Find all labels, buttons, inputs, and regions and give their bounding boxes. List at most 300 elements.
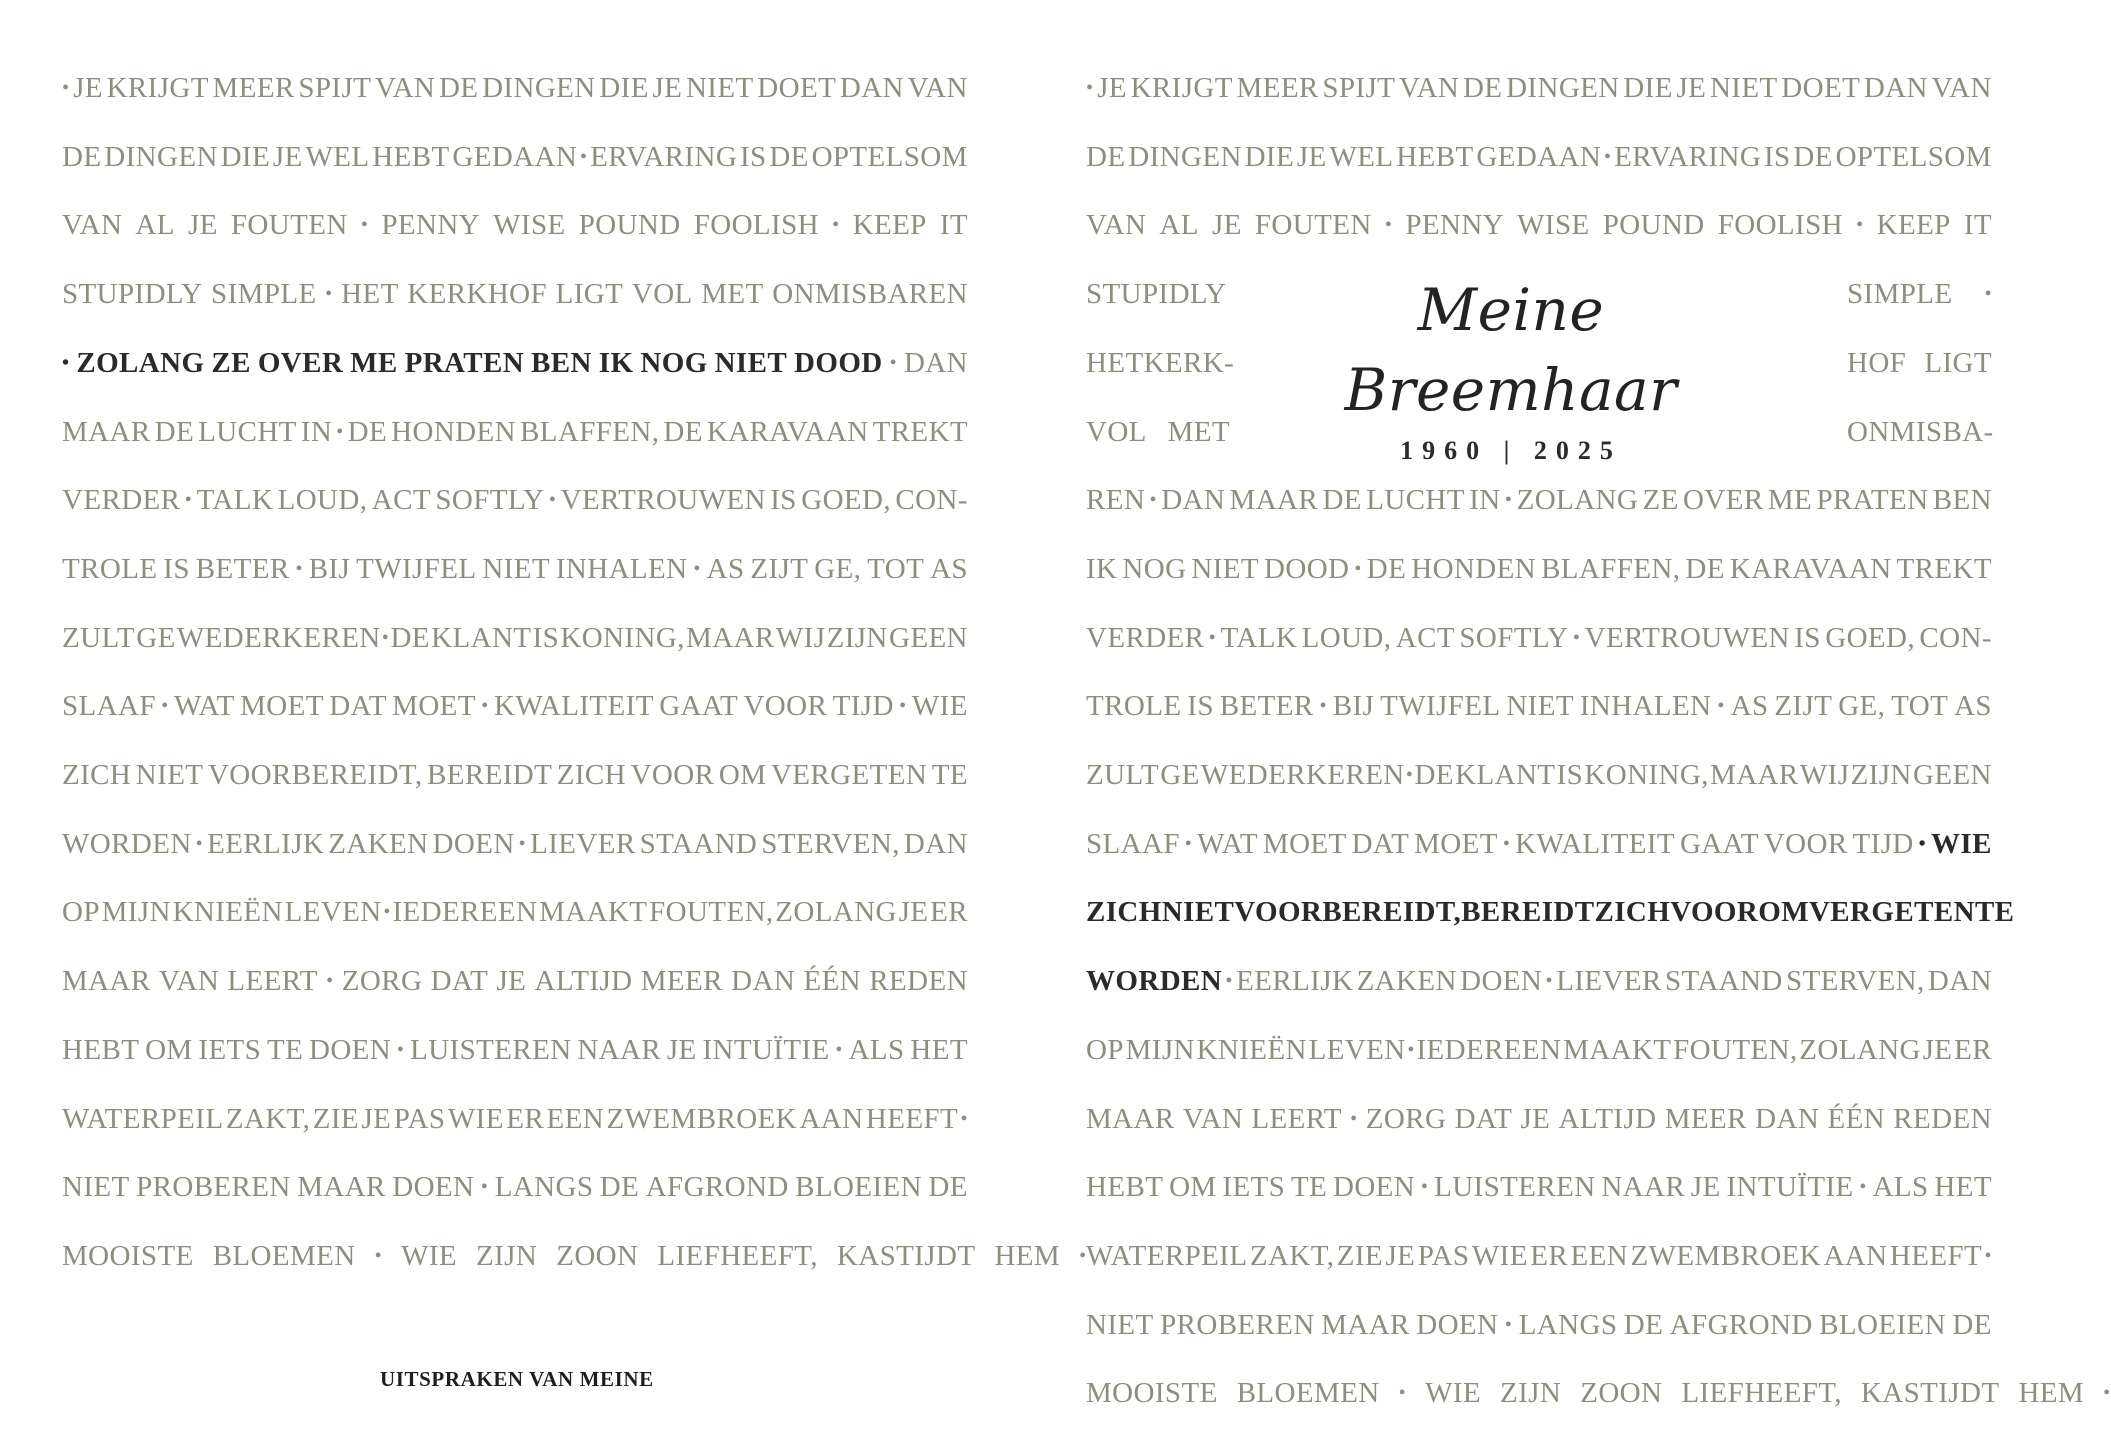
separator-bullet: • [1604,145,1612,168]
quote-line [1086,618,1992,658]
quote-word: DE [599,1171,640,1204]
quote-word: IT [939,209,968,242]
quote-line [1086,1167,1992,1207]
quote-word: FOUTEN, [1673,1033,1798,1066]
quote-word: ZWEMBROEK [606,1102,798,1135]
quote-line [62,1167,968,1207]
quote-line [62,412,968,452]
quote-word: DE [1793,140,1833,173]
separator-bullet: • [548,489,557,512]
quote-word: IEDEREEN [392,896,538,929]
quote-word: WATERPEIL [1086,1239,1248,1272]
quote-word: FOOLISH [693,209,819,242]
quote-word: ME [1767,484,1813,517]
quote-line [1086,205,1992,245]
quote-word: WEDERKEREN [1200,759,1405,791]
quote-word: KEEP [852,209,927,242]
quote-word: ZIE [1336,1239,1384,1272]
quote-word: OVER [1683,484,1764,517]
quote-word: ZOON [1580,1377,1663,1410]
quote-word: WORDEN [1086,965,1223,998]
separator-bullet: • [518,832,527,855]
quote-word: FOUTEN [230,209,348,242]
quote-word: FOOLISH [1717,209,1843,242]
quote-word: DE [1623,1308,1664,1341]
quote-word: IS [1763,140,1791,173]
quote-word: MAAKT [539,896,648,929]
quote-word: JE [666,1033,697,1066]
quote-word: GAAT [1679,827,1759,860]
quote-word: ZULT [62,621,136,654]
quote-word: JE [1097,72,1127,104]
quote-word: LOUD, [1301,621,1392,654]
quote-word: VOOR [1763,827,1848,860]
quote-word: KERKHOF [407,278,548,311]
quote-word: KNIEËN [172,896,283,929]
quote-word: ER [930,896,968,929]
quote-word: HONDEN [391,415,516,448]
quote-word: OP [62,896,100,929]
quote-line [1086,1305,1992,1345]
quote-word: WIE [1931,827,1992,860]
quote-word: MAAR [686,621,775,654]
quote-word: SOFTLY [435,484,545,517]
quote-word: WIE [401,1239,458,1272]
quote-line [62,961,968,1001]
quote-word: DE [62,140,102,173]
quote-word: MOET [1262,827,1347,860]
quote-word: DINGEN [482,72,596,104]
quote-word: STERVEN, [1786,965,1925,998]
quote-word: HEM [994,1239,1061,1272]
quote-word: STUPIDLY [62,278,203,311]
separator-bullet: • [161,695,169,718]
quote-line [1086,961,1992,1001]
quote-line [1086,755,1992,795]
quote-word: HET [341,278,399,311]
separator-bullet: • [184,489,193,512]
quote-word: DAT [1454,1102,1513,1135]
separator-bullet: • [1717,695,1725,718]
quote-word: ZICH [1086,896,1162,929]
quote-word: ZAKT, [225,1102,311,1135]
quote-word: DE [663,415,703,448]
quote-word: ZOLANG [1799,1033,1921,1066]
quote-word: LIGT [1924,346,1992,379]
quote-word: PROBEREN [136,1171,291,1204]
quote-word: GOED, [1825,621,1916,654]
quote-word: HOF [1847,346,1907,379]
quote-word: MEER [1664,1102,1747,1135]
quote-word: IS [1187,690,1214,723]
quote-word: DAN [839,72,904,104]
quote-word: KASTIJDT [1860,1377,2000,1410]
quote-word: WIE [911,690,968,723]
quote-word: GEDAAN [1476,140,1602,173]
quote-word: ZOLANG [76,346,205,379]
quote-word: IT [1963,209,1992,242]
quote-word: KNIEËN [1196,1033,1307,1066]
separator-bullet: • [889,351,897,374]
quote-word: POUND [578,209,681,242]
quote-word: VERDER [62,484,181,517]
quote-line [1086,824,1992,864]
quote-word: LUISTEREN [410,1033,572,1066]
quote-word: EEN [1570,1239,1629,1272]
quote-word: TWIJFEL [356,552,477,585]
quote-word: DOEN [308,1033,392,1066]
quote-word: INHALEN [1579,690,1712,723]
quote-word: ALS [1872,1171,1929,1204]
quote-word: JE [496,965,527,998]
quote-word: LEVEN [1308,1033,1406,1066]
quote-word: ÉÉN [1827,1102,1886,1135]
quote-word: OPTELSOM [811,140,968,173]
quote-word: SPIJT [1322,72,1396,104]
quote-word: HEBT [62,1033,140,1066]
quote-word: AL [1159,209,1199,242]
quote-word: LUISTEREN [1434,1171,1596,1204]
quote-word: TE [266,1033,304,1066]
quote-line [62,137,968,177]
quote-word: DOEN [1460,965,1543,998]
quote-word: VAN [62,209,123,242]
quote-word: TREKT [872,415,968,448]
quote-word: NOG [640,346,708,379]
quote-word: PRATEN [1816,484,1929,517]
quote-word: VAN [1398,72,1460,104]
separator-bullet: • [899,695,907,718]
separator-bullet: • [195,832,204,855]
quote-word: JE [1922,1033,1953,1066]
quote-word: CON- [895,484,968,517]
quote-line [62,755,968,795]
separator-bullet: • [1319,695,1327,718]
quote-word: JE [1385,1239,1416,1272]
quote-word: DOEN [432,827,515,860]
quote-word: FOUTEN, [649,896,774,929]
separator-bullet: • [693,557,701,580]
separator-bullet: • [336,420,344,443]
quote-word: IS [1556,759,1584,791]
quote-word: HET [910,1033,968,1066]
quote-line [1086,1030,1992,1070]
quote-word: IN [300,415,333,448]
quote-word: INHALEN [555,552,688,585]
quote-word: PAS [1417,1239,1470,1272]
separator-bullet: • [1350,1107,1358,1130]
quote-word: DE [1685,552,1725,585]
quote-word: SOFTLY [1459,621,1569,654]
separator-bullet: • [580,145,588,168]
quote-word: MOOISTE [1086,1377,1218,1410]
quote-word: WIE [447,1102,504,1135]
quote-line [1086,480,1992,520]
quote-word: BLAFFEN, [520,415,660,448]
quote-word: LIGT [555,278,624,311]
quote-word: BLOEMEN [212,1239,356,1272]
quote-word: JE [652,72,683,104]
quote-word: LEVEN [284,896,382,929]
quote-word: TOT [867,552,925,585]
quote-word: INTUÏTIE [702,1033,830,1066]
quote-word: NOG [1122,552,1187,585]
quote-word: DIE [1244,140,1295,173]
quote-word: GE [136,621,176,654]
quote-line [62,1099,968,1139]
quote-word: AS [1954,690,1992,723]
quote-word: LANGS [494,1171,594,1204]
quote-line [1086,343,1235,383]
quote-word: ZIE [312,1102,360,1135]
separator-bullet: • [481,695,489,718]
quote-word: JE [1690,1171,1721,1204]
quote-line [1847,412,1992,452]
quote-word: OVER [257,346,344,379]
memorial-title-block [1252,270,1770,466]
quote-word: ACT [1395,621,1455,654]
separator-bullet: • [1079,1244,1087,1267]
quote-word: ZIJN [826,621,888,654]
quote-word: SIMPLE [1847,278,1953,311]
quote-word: DE [1414,759,1454,791]
separator-bullet: • [62,77,70,99]
quote-word: AFGROND [1669,1308,1813,1341]
quote-word: DINGEN [104,140,218,173]
quote-word: EERLIJK [207,827,325,860]
quote-word: IETS [198,1033,262,1066]
quote-word: WIJ [775,621,826,654]
quote-line [62,549,968,589]
separator-bullet: • [360,214,369,237]
quote-word: DE [390,621,430,654]
separator-bullet: • [1184,832,1193,855]
separator-bullet: • [480,1176,489,1199]
quote-word: JE [187,209,218,242]
quote-word: TE [931,759,968,791]
quote-word: ZICH [62,759,132,791]
quote-word: ZICH [556,759,627,791]
quote-word: ALTIJD [1558,1102,1657,1135]
quote-word: ZULT [1086,759,1160,791]
quote-line [1086,1099,1992,1139]
quote-word: DOOD [1264,552,1350,585]
separator-bullet: • [1398,1382,1407,1405]
quote-word: VOL [631,278,693,311]
separator-bullet: • [381,626,390,649]
separator-bullet: • [1856,214,1864,237]
quote-word: NIET [482,552,550,585]
quote-word: DIE [599,72,649,104]
quote-word: ZORG [1365,1102,1447,1135]
separator-bullet: • [1405,764,1414,786]
quote-word: GEEN [888,621,968,654]
footer-title: UITSPRAKEN VAN MEINE [380,1367,654,1391]
quote-word: KONING, [560,621,685,654]
quote-word: NIET [135,759,204,791]
quote-word: MAAR [1229,484,1319,517]
quote-word: KLANT [1455,759,1556,791]
quote-word: DAN [1161,484,1226,517]
quote-word: KARAVAAN [706,415,869,448]
quote-word: JE [1211,209,1242,242]
quote-word: STUPIDLY [1086,278,1227,311]
separator-bullet: • [396,1038,405,1061]
quote-word: IS [532,621,560,654]
quote-word: IS [163,552,190,585]
separator-bullet: • [1208,626,1217,649]
quote-line [62,274,968,314]
quote-word: BETER [1219,690,1314,723]
quote-word: OM [1169,1171,1217,1204]
quote-word: VAN [374,72,436,104]
quote-line [1086,274,1230,314]
quote-line [1086,68,1992,108]
quote-word: JE [272,140,303,173]
quote-line [1086,1373,2111,1413]
quote-word: WAT [173,690,235,723]
separator-bullet: • [325,283,333,306]
quote-line [62,1030,968,1070]
quote-word: ZIJN [1500,1377,1562,1410]
quote-line [62,892,968,932]
quote-word: TROLE [62,552,158,585]
quote-word: FOUTEN [1254,209,1372,242]
quote-word: REDEN [869,965,968,998]
separator-bullet: • [62,351,70,374]
separator-bullet: • [1149,489,1157,512]
quote-word: BEN [531,346,592,379]
separator-bullet: • [1859,1176,1867,1199]
quote-word: GEEN [1912,759,1992,791]
quote-line [62,68,968,108]
quote-word: TREKT [1896,552,1992,585]
quote-word: DE [1322,484,1362,517]
quote-word: HET [1086,346,1144,379]
quote-word: VERTROUWEN [1584,621,1790,654]
separator-bullet: • [1572,626,1581,649]
quote-word: MET [701,278,764,311]
separator-bullet: • [1225,970,1233,993]
quote-word: ONMISBAREN [772,278,968,311]
quote-word: ZIJT [1774,690,1833,723]
quote-word: NIET [1161,896,1235,929]
quote-word: DAN [903,827,968,860]
separator-bullet: • [2103,1382,2111,1405]
quote-word: NIET [1709,72,1778,104]
quote-word: BIJ [1332,690,1375,723]
quote-word: DINGEN [1128,140,1242,173]
quote-word: BEREIDT [1461,896,1595,929]
quote-word: NIET [714,346,788,379]
quote-word: KWALITEIT [1515,827,1675,860]
quote-word: JE [898,896,929,929]
quote-word: WISE [493,209,566,242]
separator-bullet: • [1984,283,1992,306]
quote-word: DOET [757,72,837,104]
quote-word: ZICH [1594,896,1671,929]
quote-word: REN [1086,484,1146,517]
quote-word: JE [1676,72,1707,104]
quote-word: DE [928,1171,968,1204]
quote-word: NAAR [577,1033,662,1066]
quote-word: STERVEN, [761,827,900,860]
quote-word: PAS [393,1102,446,1135]
quote-word: BEREIDT [427,759,553,791]
quote-word: MAAR [1086,1102,1175,1135]
quote-word: LIEFHEEFT, [657,1239,818,1272]
right-page [1024,0,2111,1448]
separator-bullet: • [295,557,303,580]
quote-word: ERVARING [590,140,738,173]
quote-word: KARAVAAN [1729,552,1892,585]
quote-word: LIEFHEEFT, [1681,1377,1842,1410]
quote-word: DE [1086,140,1126,173]
quote-word: STAAND [1665,965,1783,998]
quote-word: VOORBEREIDT, [1234,896,1462,929]
quote-word: ZIJT [750,552,809,585]
quote-word: HEEFT [865,1102,959,1135]
quote-word: ER [1530,1239,1569,1272]
quote-word: ZAKT, [1249,1239,1335,1272]
quote-word: GE, [814,552,862,585]
quote-word: DAT [1351,827,1410,860]
quote-word: OPTELSOM [1835,140,1992,173]
quote-line [1086,549,1992,589]
quote-word: ONMISBA- [1847,415,1994,448]
quote-line [1847,274,1992,314]
quote-word: WORDEN [62,827,192,860]
quote-line [1086,892,2015,932]
quote-word: ER [1954,1033,1992,1066]
quote-word: BEN [1932,484,1992,517]
quote-word: MOET [392,690,476,723]
quote-word: EEN [546,1102,605,1135]
quote-word: MAAR [1710,759,1799,791]
quote-word: TROLE [1086,690,1182,723]
quote-word: PENNY [1405,209,1504,242]
quote-word: TE [1290,1171,1328,1204]
quote-word: MAAR [297,1171,386,1204]
quote-word: DAN [1863,72,1928,104]
quote-word: BLAFFEN, [1541,552,1681,585]
quote-word: AS [706,552,745,585]
quote-line [1086,137,1992,177]
quote-line [62,205,968,245]
quote-word: DAN [1927,965,1992,998]
quote-word: VOORBEREIDT, [207,759,423,791]
quote-word: NIET [685,72,754,104]
separator-bullet: • [960,1107,968,1130]
quote-word: DAT [329,690,387,723]
quote-word: ZE [211,346,251,379]
quote-word: NIET [1506,690,1574,723]
quote-word: GOED, [801,484,892,517]
quote-word: ZIJN [1850,759,1912,791]
quote-word: DOET [1781,72,1861,104]
quote-word: KRIJGT [1130,72,1233,104]
quote-word: BLOEIEN [1819,1308,1946,1341]
quote-word: DINGEN [1506,72,1620,104]
quote-word: VOL [1086,415,1147,448]
quote-word: TALK [196,484,274,517]
quote-word: DE [347,415,388,448]
quote-word: MAAKT [1563,1033,1672,1066]
quote-word: MEER [212,72,295,104]
separator-bullet: • [832,214,840,237]
quote-word: JE [73,72,103,104]
quote-word: IN [1469,484,1501,517]
